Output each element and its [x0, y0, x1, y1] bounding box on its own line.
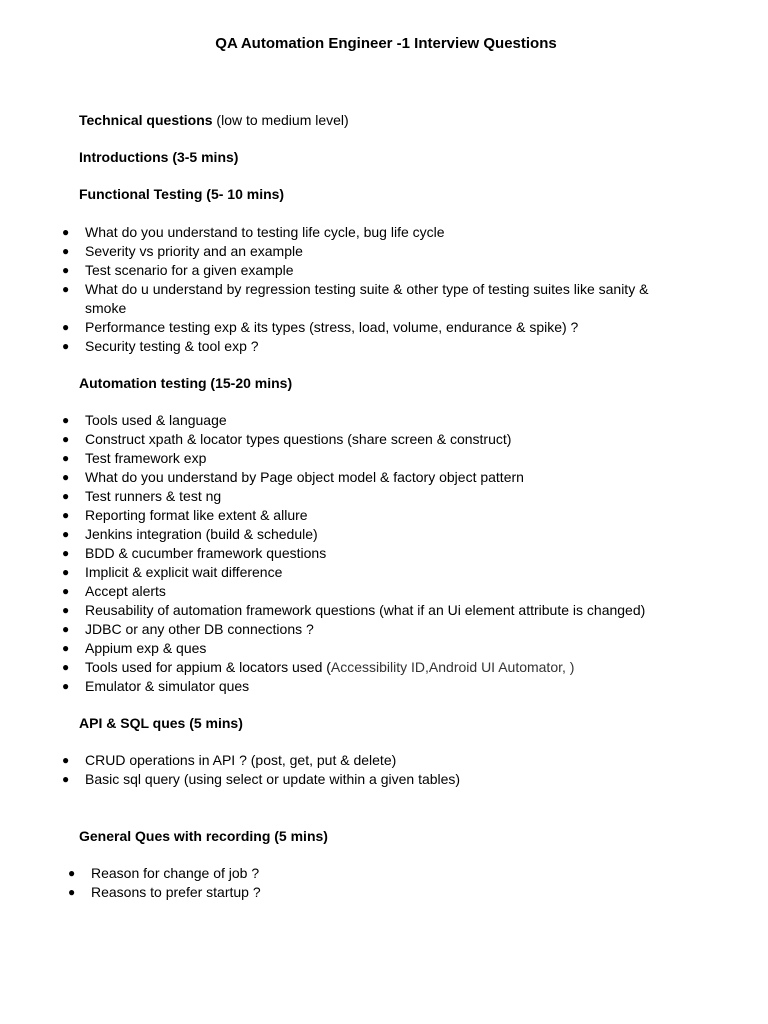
- list-item: ● Test runners & test ng: [62, 488, 222, 504]
- bullet-icon: ●: [62, 470, 70, 484]
- technical-questions-level: (low to medium level): [212, 112, 349, 128]
- list-item: ● Test scenario for a given example: [62, 262, 294, 278]
- general-questions-heading: [79, 827, 328, 845]
- list-item: ● Reason for change of job ?: [68, 865, 260, 881]
- bullet-icon: ●: [62, 489, 70, 503]
- bullet-icon: ●: [62, 527, 70, 541]
- api-sql-heading: [79, 714, 243, 732]
- bullet-icon: ●: [62, 772, 70, 786]
- bullet-icon: ●: [62, 263, 70, 277]
- technical-questions-bold: Technical questions: [79, 112, 213, 128]
- bullet-icon: ●: [68, 866, 76, 880]
- list-item: ● Construct xpath & locator types questions (share screen & construct): [62, 431, 512, 447]
- functional-testing-list: [0, 223, 655, 356]
- list-item: ● What do you understand by Page object model & factory object pattern: [62, 469, 524, 485]
- bullet-icon: ●: [62, 451, 70, 465]
- list-item: ● BDD & cucumber framework questions: [62, 545, 327, 561]
- introductions-heading: [79, 148, 238, 166]
- bullet-icon: ●: [62, 413, 70, 427]
- functional-testing-label: Functional Testing (5- 10 mins): [79, 186, 285, 202]
- api-sql-list: [0, 751, 655, 789]
- bullet-icon: ●: [62, 508, 70, 522]
- general-questions-label: General Ques with recording (5 mins): [79, 828, 328, 844]
- list-item: ● Accept alerts: [62, 583, 166, 599]
- technical-questions-heading: [79, 111, 349, 129]
- bullet-icon: ●: [62, 679, 70, 693]
- functional-testing-heading: [79, 185, 284, 203]
- list-item: ● What do u understand by regression testing suite & other type of testing suites like sanity & smoke: [62, 281, 649, 316]
- list-item: ● Tools used & language: [62, 412, 227, 428]
- bullet-icon: ●: [62, 339, 70, 353]
- list-item: ● Basic sql query (using select or update within a given tables): [62, 771, 461, 787]
- bullet-icon: ●: [62, 622, 70, 636]
- list-item: ● JDBC or any other DB connections ?: [62, 621, 314, 637]
- bullet-icon: ●: [62, 603, 70, 617]
- list-item: ● Emulator & simulator ques: [62, 678, 250, 694]
- bullet-icon: ●: [62, 320, 70, 334]
- list-item: ● Tools used for appium & locators used (Accessibility ID,Android UI Automator, ): [62, 659, 575, 675]
- automation-testing-list: [0, 411, 655, 696]
- general-questions-list: [0, 864, 661, 902]
- bullet-icon: ●: [62, 660, 70, 674]
- list-item: ● Appium exp & ques: [62, 640, 207, 656]
- document-title: QA Automation Engineer -1 Interview Questions: [215, 35, 557, 52]
- bullet-icon: ●: [62, 753, 70, 767]
- bullet-icon: ●: [62, 546, 70, 560]
- list-item: ● Jenkins integration (build & schedule): [62, 526, 318, 542]
- bullet-icon: ●: [62, 641, 70, 655]
- list-item: ● Reusability of automation framework questions (what if an Ui element attribute is changed): [62, 602, 646, 618]
- list-item: ● Implicit & explicit wait difference: [62, 564, 283, 580]
- list-item: ● Reporting format like extent & allure: [62, 507, 308, 523]
- list-item: ● Security testing & tool exp ?: [62, 338, 259, 354]
- list-item: ● What do you understand to testing life cycle, bug life cycle: [62, 224, 445, 240]
- bullet-icon: ●: [62, 225, 70, 239]
- list-item: ● Reasons to prefer startup ?: [68, 884, 261, 900]
- bullet-icon: ●: [62, 282, 70, 296]
- list-item: ● Severity vs priority and an example: [62, 243, 303, 259]
- list-item: ● Performance testing exp & its types (stress, load, volume, endurance & spike) ?: [62, 319, 579, 335]
- bullet-icon: ●: [62, 584, 70, 598]
- automation-testing-heading: [79, 374, 292, 392]
- bullet-icon: ●: [62, 432, 70, 446]
- introductions-label: Introductions (3-5 mins): [79, 149, 239, 165]
- list-item: ● Test framework exp: [62, 450, 207, 466]
- automation-testing-label: Automation testing (15-20 mins): [79, 375, 293, 391]
- list-item: ● CRUD operations in API ? (post, get, put & delete): [62, 752, 397, 768]
- bullet-icon: ●: [62, 565, 70, 579]
- bullet-icon: ●: [62, 244, 70, 258]
- api-sql-label: API & SQL ques (5 mins): [79, 715, 243, 731]
- bullet-icon: ●: [68, 885, 76, 899]
